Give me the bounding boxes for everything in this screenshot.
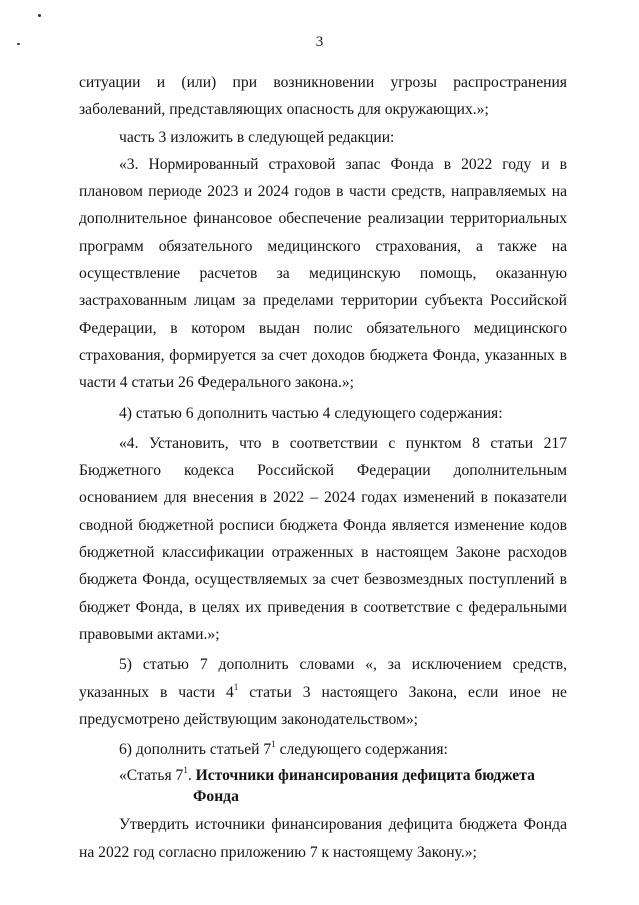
item6-text-a: 6) дополнить статьей 7 [119,741,272,759]
item5-text-a: 5) статью 7 дополнить словами «, за исключением средств, указанных в части 4 [79,656,567,701]
paragraph-part4-text: «4. Установить, что в соответствии с пунктом 8 статьи 217 Бюджетного кодекса Российской Федерации дополнительным основанием для внесения в 2022 – 2024 годах изменений в показатели сводной бюджетной росписи бюджета Фонда является изменение кодов бюджетной классификации отраженных в настоящем Законе расходов бюджета Фонда, осуществляемых за счет безвозмездных поступлений в бюджет Фонда, в целях их приведения в соответствие с федеральными правовыми актами.»; [79,434,567,643]
article-dot: . [187,767,192,785]
item6-text-b: следующего содержания: [275,741,448,759]
page-number: 3 [315,34,324,50]
article-prefix: «Статья 7 [119,767,184,785]
item5-superscript: 1 [233,681,239,692]
scan-speck [38,14,41,17]
paragraph-continuation: ситуации и (или) при возникновении угрозы распространения заболеваний, представляющих опасность для окружающих.»; [79,74,567,119]
item6-superscript: 1 [271,739,276,750]
document-body [79,69,567,866]
paragraph-item5 [79,651,567,733]
paragraph-closing: Утвердить источники финансирования дефицита бюджета Фонда на 2022 год согласно приложению 7 к настоящему Закону.»; [79,816,567,861]
article-title-line2: Фонда [193,788,239,806]
paragraph-part3-text: «3. Нормированный страховой запас Фонда в 2022 году и в плановом периоде 2023 и 2024 годов в части средств, направляемых на дополнительное финансовое обеспечение реализации территориальных программ обязательного медицинского страхования, а также на осуществление расчетов за медицинскую помощь, оказанную застрахованным лицам за пределами территории субъекта Российской Федерации, в котором выдан полис обязательного медицинского страхования, формируется за счет доходов бюджета Фонда, указанных в части 4 статьи 26 Федерального закона.»; [79,155,567,392]
article-title-line1: Источники финансирования дефицита бюджета [195,767,535,785]
item5-text-b: статьи 3 настоящего Закона, если иное не предусмотрено действующим законодательством»; [79,683,567,728]
paragraph-item4: 4) статью 6 дополнить частью 4 следующего содержания: [119,404,503,422]
paragraph-part3-instruction: часть 3 изложить в следующей редакции: [119,128,395,146]
article-superscript: 1 [183,765,188,776]
article-heading [79,765,567,807]
paragraph-item6 [79,736,567,763]
